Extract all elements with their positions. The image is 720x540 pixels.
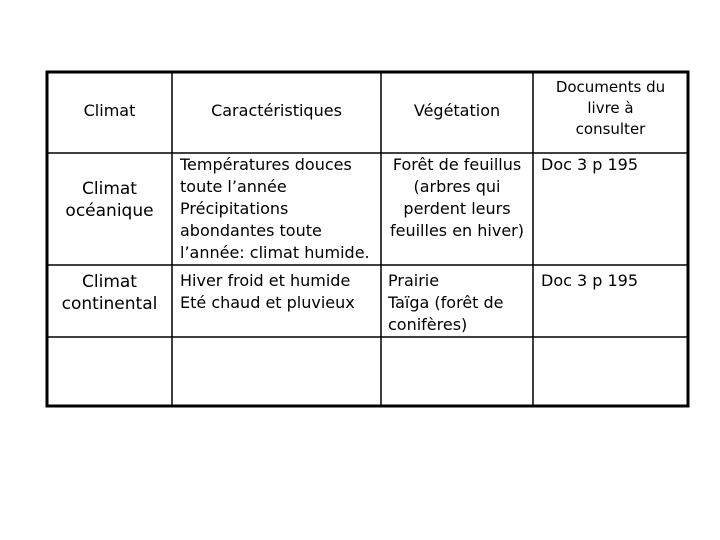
row2-documents: Doc 3 p 195 <box>541 271 639 290</box>
header-documents-line: Documents du <box>555 78 666 96</box>
row1-caracteristiques-line: Précipitations <box>180 199 289 218</box>
header-documents-line: livre à <box>587 99 634 117</box>
header-documents-line: consulter <box>575 120 646 138</box>
row2-climat-line: Climat <box>82 272 137 292</box>
row1-caracteristiques-line: l’année: climat humide. <box>180 243 370 262</box>
row2-vegetation-line: Taïga (forêt de <box>388 293 504 312</box>
row1-climat-line: océanique <box>65 201 154 221</box>
row1-climat-line: Climat <box>82 179 137 199</box>
header-climat: Climat <box>83 101 136 120</box>
row2-vegetation <box>388 270 533 336</box>
header-caracteristiques: Caractéristiques <box>211 101 342 120</box>
row1-caracteristiques-line: Températures douces <box>180 155 352 174</box>
row1-vegetation-line: perdent leurs <box>403 199 511 218</box>
row2-vegetation-line: conifères) <box>388 315 468 334</box>
row2-caracteristiques-line: Hiver froid et humide <box>180 271 351 290</box>
row1-vegetation-line: feuilles en hiver) <box>389 221 524 240</box>
row2-caracteristiques <box>180 270 381 314</box>
header-documents <box>533 77 688 140</box>
row2-climat <box>47 271 172 315</box>
row1-vegetation <box>381 154 533 242</box>
header-vegetation: Végétation <box>413 101 501 120</box>
row1-caracteristiques <box>180 154 381 264</box>
row1-caracteristiques-line: toute l’année <box>180 177 287 196</box>
row2-caracteristiques-line: Eté chaud et pluvieux <box>180 293 355 312</box>
row1-climat <box>47 178 172 222</box>
row2-climat-line: continental <box>61 294 158 314</box>
row1-documents: Doc 3 p 195 <box>541 155 639 174</box>
row1-vegetation-line: Forêt de feuillus <box>392 155 522 174</box>
row1-caracteristiques-line: abondantes toute <box>180 221 322 240</box>
row2-vegetation-line: Prairie <box>388 271 440 290</box>
row1-vegetation-line: (arbres qui <box>413 177 501 196</box>
